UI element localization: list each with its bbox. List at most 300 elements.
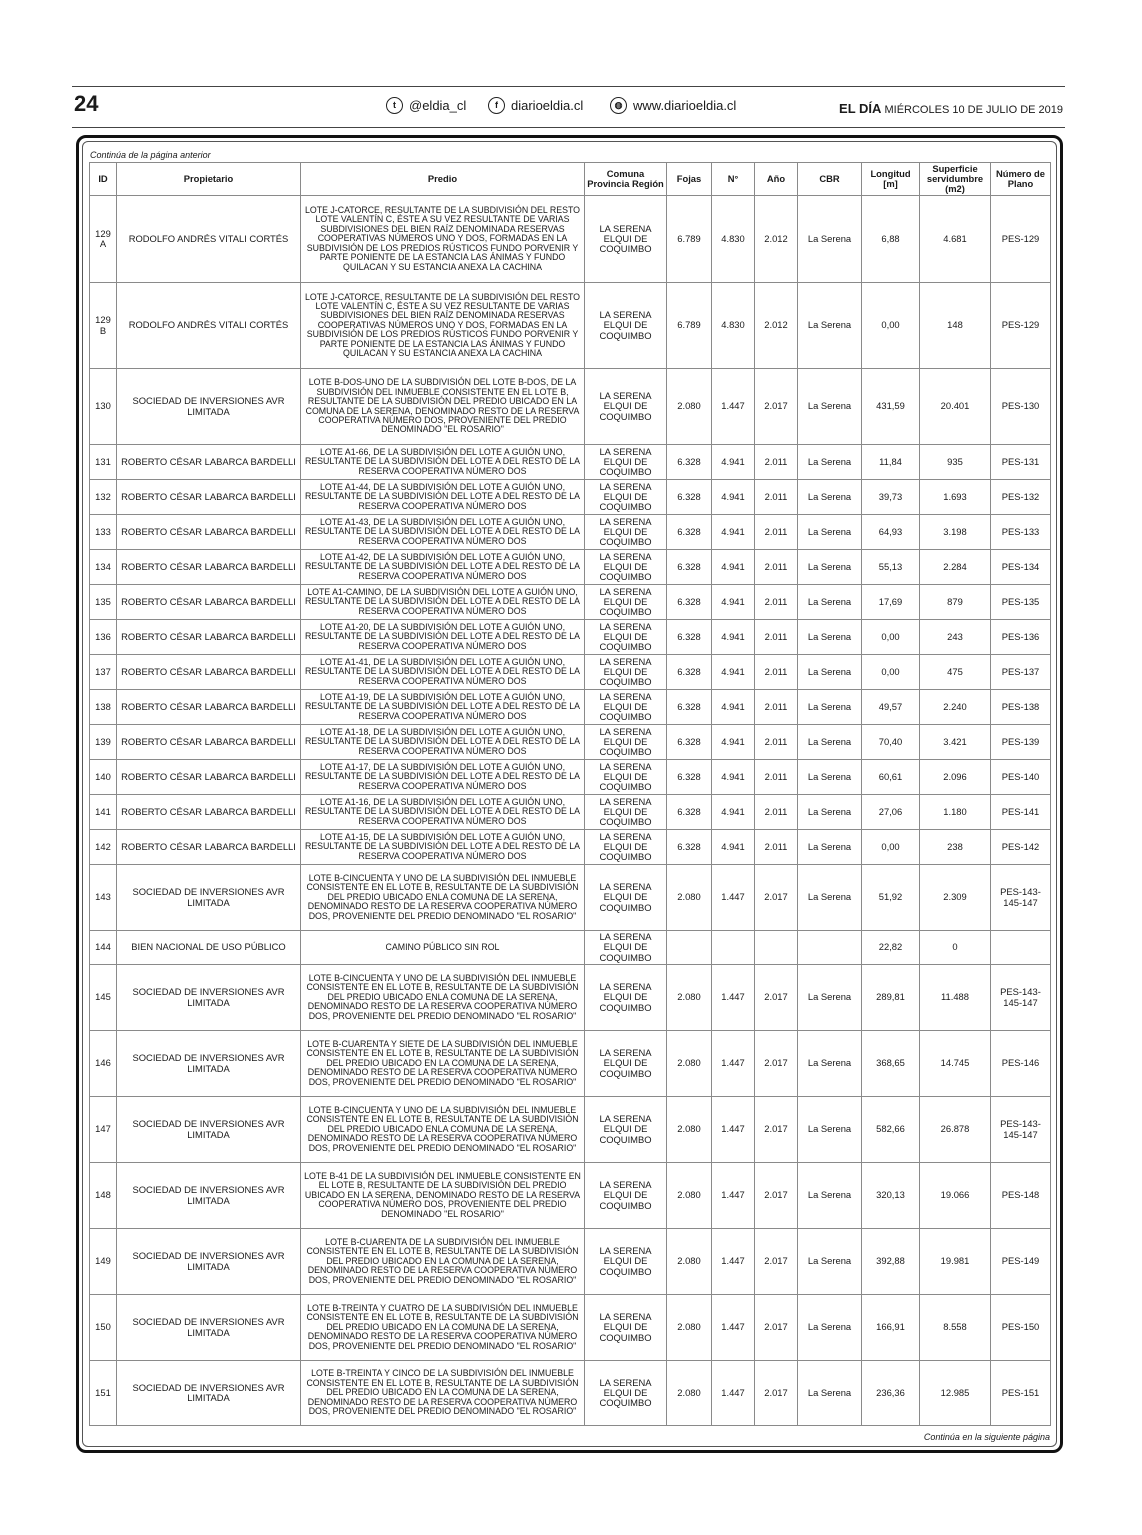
plan-number: PES-129	[991, 196, 1051, 283]
commune-region: LA SERENA ELQUI DE COQUIMBO	[585, 1097, 667, 1163]
row-id: 130	[90, 369, 117, 445]
fojas: 2.080	[667, 1097, 712, 1163]
length: 70,40	[862, 725, 920, 760]
year: 2.011	[755, 445, 798, 480]
easement-area: 8.558	[920, 1295, 991, 1361]
fojas: 6.328	[667, 585, 712, 620]
row-id: 140	[90, 760, 117, 795]
plan-number: PES-139	[991, 725, 1051, 760]
owner-name: ROBERTO CÉSAR LABARCA BARDELLI	[117, 585, 301, 620]
year: 2.011	[755, 620, 798, 655]
plan-number: PES-142	[991, 830, 1051, 865]
plan-number: PES-146	[991, 1031, 1051, 1097]
year: 2.011	[755, 760, 798, 795]
property-description: LOTE A1-16, DE LA SUBDIVISIÓN DEL LOTE A GUIÓN UNO, RESULTANTE DE LA SUBDIVISIÓN DEL LOTE A DEL RESTO DE LA RESERVA COOPERATIVA NÚMERO DOS	[301, 795, 585, 830]
fojas: 6.328	[667, 760, 712, 795]
table-row	[90, 965, 1051, 1031]
table-row	[90, 655, 1051, 690]
fojas: 6.328	[667, 690, 712, 725]
cbr: La Serena	[798, 1229, 862, 1295]
commune-region: LA SERENA ELQUI DE COQUIMBO	[585, 965, 667, 1031]
owner-name: ROBERTO CÉSAR LABARCA BARDELLI	[117, 830, 301, 865]
row-id: 148	[90, 1163, 117, 1229]
owner-name: SOCIEDAD DE INVERSIONES AVR LIMITADA	[117, 1097, 301, 1163]
row-id: 138	[90, 690, 117, 725]
cbr: La Serena	[798, 760, 862, 795]
column-header: Predio	[301, 163, 585, 196]
globe-icon: ◍	[610, 97, 627, 114]
table-row	[90, 515, 1051, 550]
length: 166,91	[862, 1295, 920, 1361]
inscription-number: 1.447	[712, 1229, 755, 1295]
row-id: 133	[90, 515, 117, 550]
easement-area: 879	[920, 585, 991, 620]
year: 2.011	[755, 725, 798, 760]
length: 0,00	[862, 655, 920, 690]
fojas: 6.328	[667, 515, 712, 550]
plan-number: PES-151	[991, 1361, 1051, 1426]
inscription-number: 4.941	[712, 795, 755, 830]
commune-region: LA SERENA ELQUI DE COQUIMBO	[585, 196, 667, 283]
table-row	[90, 795, 1051, 830]
inscription-number: 4.941	[712, 760, 755, 795]
plan-number: PES-130	[991, 369, 1051, 445]
continued-from-note: Continúa de la página anterior	[90, 150, 211, 160]
owner-name: ROBERTO CÉSAR LABARCA BARDELLI	[117, 515, 301, 550]
commune-region: LA SERENA ELQUI DE COQUIMBO	[585, 1229, 667, 1295]
row-id: 147	[90, 1097, 117, 1163]
inscription-number: 1.447	[712, 965, 755, 1031]
property-description: LOTE B-CUARENTA Y SIETE DE LA SUBDIVISIÓN DEL INMUEBLE CONSISTENTE EN EL LOTE B, RESULTANTE DE LA SUBDIVISIÓN DEL PREDIO UBICADO EN LA COMUNA DE LA SERENA, DENOMINADO RESTO DE LA RESERVA COOPERATIVA NÚMERO DOS, PROVENIENTE DEL PREDIO DENOMINADO "EL ROSARIO"	[301, 1031, 585, 1097]
table-row	[90, 931, 1051, 965]
owner-name: ROBERTO CÉSAR LABARCA BARDELLI	[117, 620, 301, 655]
website-link[interactable]	[610, 97, 736, 114]
row-id: 144	[90, 931, 117, 965]
table-header-row	[90, 163, 1051, 196]
plan-number: PES-131	[991, 445, 1051, 480]
length: 64,93	[862, 515, 920, 550]
owner-name: SOCIEDAD DE INVERSIONES AVR LIMITADA	[117, 1295, 301, 1361]
table-body	[90, 196, 1051, 1426]
property-description: CAMINO PÚBLICO SIN ROL	[301, 931, 585, 965]
column-header: Propietario	[117, 163, 301, 196]
inscription-number: 4.941	[712, 830, 755, 865]
commune-region: LA SERENA ELQUI DE COQUIMBO	[585, 690, 667, 725]
commune-region: LA SERENA ELQUI DE COQUIMBO	[585, 445, 667, 480]
easement-area: 1.693	[920, 480, 991, 515]
length: 39,73	[862, 480, 920, 515]
inscription-number: 4.941	[712, 725, 755, 760]
table-row	[90, 585, 1051, 620]
table-row	[90, 550, 1051, 585]
easement-area: 3.421	[920, 725, 991, 760]
table-row	[90, 620, 1051, 655]
easement-area: 2.309	[920, 865, 991, 931]
property-description: LOTE A1-66, DE LA SUBDIVISIÓN DEL LOTE A GUIÓN UNO, RESULTANTE DE LA SUBDIVISIÓN DEL LOTE A DEL RESTO DE LA RESERVA COOPERATIVA NÚMERO DOS	[301, 445, 585, 480]
plan-number: PES-148	[991, 1163, 1051, 1229]
commune-region: LA SERENA ELQUI DE COQUIMBO	[585, 795, 667, 830]
owner-name: ROBERTO CÉSAR LABARCA BARDELLI	[117, 725, 301, 760]
plan-number	[991, 931, 1051, 965]
fojas: 6.328	[667, 725, 712, 760]
facebook-handle: diarioeldia.cl	[511, 98, 584, 113]
fojas: 6.328	[667, 795, 712, 830]
property-description: LOTE B-CINCUENTA Y UNO DE LA SUBDIVISIÓN DEL INMUEBLE CONSISTENTE EN EL LOTE B, RESULTANTE DE LA SUBDIVISIÓN DEL PREDIO UBICADO ENLA COMUNA DE LA SERENA, DENOMINADO RESTO DE LA RESERVA COOPERATIVA NÚMERO DOS, PROVENIENTE DEL PREDIO DENOMINADO "EL ROSARIO"	[301, 865, 585, 931]
row-id: 129 A	[90, 196, 117, 283]
row-id: 145	[90, 965, 117, 1031]
inscription-number: 1.447	[712, 865, 755, 931]
cbr: La Serena	[798, 550, 862, 585]
table-row	[90, 1361, 1051, 1426]
row-id: 129 B	[90, 283, 117, 369]
fojas: 2.080	[667, 965, 712, 1031]
commune-region: LA SERENA ELQUI DE COQUIMBO	[585, 1031, 667, 1097]
column-header: Superficie servidumbre (m2)	[920, 163, 991, 196]
commune-region: LA SERENA ELQUI DE COQUIMBO	[585, 620, 667, 655]
easement-area: 2.096	[920, 760, 991, 795]
plan-number: PES-149	[991, 1229, 1051, 1295]
easement-area: 2.240	[920, 690, 991, 725]
owner-name: ROBERTO CÉSAR LABARCA BARDELLI	[117, 795, 301, 830]
plan-number: PES-143-145-147	[991, 865, 1051, 931]
column-header: N°	[712, 163, 755, 196]
year: 2.011	[755, 795, 798, 830]
easement-area: 19.981	[920, 1229, 991, 1295]
inscription-number: 4.941	[712, 515, 755, 550]
plan-number: PES-143-145-147	[991, 965, 1051, 1031]
easement-area: 20.401	[920, 369, 991, 445]
plan-number: PES-141	[991, 795, 1051, 830]
fojas: 6.789	[667, 196, 712, 283]
row-id: 136	[90, 620, 117, 655]
easement-area: 3.198	[920, 515, 991, 550]
fojas	[667, 931, 712, 965]
commune-region: LA SERENA ELQUI DE COQUIMBO	[585, 830, 667, 865]
paper-name: EL DÍA	[839, 101, 882, 116]
length: 0,00	[862, 620, 920, 655]
continues-on-note: Continúa en la siguiente página	[923, 1432, 1050, 1442]
property-description: LOTE A1-19, DE LA SUBDIVISIÓN DEL LOTE A GUIÓN UNO, RESULTANTE DE LA SUBDIVISIÓN DEL LOTE A DEL RESTO DE LA RESERVA COOPERATIVA NÚMERO DOS	[301, 690, 585, 725]
easement-area: 0	[920, 931, 991, 965]
cbr	[798, 931, 862, 965]
length: 368,65	[862, 1031, 920, 1097]
cbr: La Serena	[798, 585, 862, 620]
property-description: LOTE B-TREINTA Y CUATRO DE LA SUBDIVISIÓN DEL INMUEBLE CONSISTENTE EN EL LOTE B, RESULTANTE DE LA SUBDIVISIÓN DEL PREDIO UBICADO EN LA COMUNA DE LA SERENA, DENOMINADO RESTO DE LA RESERVA COOPERATIVA NÚMERO DOS, PROVENIENTE DEL PREDIO DENOMINADO "EL ROSARIO"	[301, 1295, 585, 1361]
inscription-number: 4.941	[712, 620, 755, 655]
cbr: La Serena	[798, 1163, 862, 1229]
owner-name: SOCIEDAD DE INVERSIONES AVR LIMITADA	[117, 1361, 301, 1426]
fojas: 6.328	[667, 550, 712, 585]
table-row	[90, 480, 1051, 515]
row-id: 149	[90, 1229, 117, 1295]
year: 2.017	[755, 369, 798, 445]
commune-region: LA SERENA ELQUI DE COQUIMBO	[585, 760, 667, 795]
column-header: ID	[90, 163, 117, 196]
page-header	[72, 86, 1065, 128]
cbr: La Serena	[798, 480, 862, 515]
row-id: 151	[90, 1361, 117, 1426]
length: 6,88	[862, 196, 920, 283]
column-header: Fojas	[667, 163, 712, 196]
cbr: La Serena	[798, 1097, 862, 1163]
cbr: La Serena	[798, 965, 862, 1031]
facebook-icon: f	[488, 97, 505, 114]
property-description: LOTE A1-20, DE LA SUBDIVISIÓN DEL LOTE A GUIÓN UNO, RESULTANTE DE LA SUBDIVISIÓN DEL LOTE A DEL RESTO DE LA RESERVA COOPERATIVA NÚMERO DOS	[301, 620, 585, 655]
property-description: LOTE B-CINCUENTA Y UNO DE LA SUBDIVISIÓN DEL INMUEBLE CONSISTENTE EN EL LOTE B, RESULTANTE DE LA SUBDIVISIÓN DEL PREDIO UBICADO ENLA COMUNA DE LA SERENA, DENOMINADO RESTO DE LA RESERVA COOPERATIVA NÚMERO DOS, PROVENIENTE DEL PREDIO DENOMINADO "EL ROSARIO"	[301, 1097, 585, 1163]
fojas: 2.080	[667, 1295, 712, 1361]
year: 2.017	[755, 1031, 798, 1097]
property-description: LOTE A1-CAMINO, DE LA SUBDIVISIÓN DEL LOTE A GUIÓN UNO, RESULTANTE DE LA SUBDIVISIÓN DEL LOTE A DEL RESTO DE LA RESERVA COOPERATIVA NÚMERO DOS	[301, 585, 585, 620]
plan-number: PES-133	[991, 515, 1051, 550]
website-url: www.diarioeldia.cl	[633, 98, 737, 113]
length: 582,66	[862, 1097, 920, 1163]
length: 51,92	[862, 865, 920, 931]
plan-number: PES-138	[991, 690, 1051, 725]
row-id: 135	[90, 585, 117, 620]
property-description: LOTE A1-15, DE LA SUBDIVISIÓN DEL LOTE A GUIÓN UNO, RESULTANTE DE LA SUBDIVISIÓN DEL LOTE A DEL RESTO DE LA RESERVA COOPERATIVA NÚMERO DOS	[301, 830, 585, 865]
commune-region: LA SERENA ELQUI DE COQUIMBO	[585, 1361, 667, 1426]
cbr: La Serena	[798, 445, 862, 480]
cbr: La Serena	[798, 865, 862, 931]
year: 2.011	[755, 655, 798, 690]
facebook-link[interactable]	[488, 97, 583, 114]
owner-name: RODOLFO ANDRÉS VITALI CORTÉS	[117, 196, 301, 283]
table-row	[90, 196, 1051, 283]
property-description: LOTE A1-41, DE LA SUBDIVISIÓN DEL LOTE A GUIÓN UNO, RESULTANTE DE LA SUBDIVISIÓN DEL LOTE A DEL RESTO DE LA RESERVA COOPERATIVA NÚMERO DOS	[301, 655, 585, 690]
property-description: LOTE B-CINCUENTA Y UNO DE LA SUBDIVISIÓN DEL INMUEBLE CONSISTENTE EN EL LOTE B, RESULTANTE DE LA SUBDIVISIÓN DEL PREDIO UBICADO ENLA COMUNA DE LA SERENA, DENOMINADO RESTO DE LA RESERVA COOPERATIVA NÚMERO DOS, PROVENIENTE DEL PREDIO DENOMINADO "EL ROSARIO"	[301, 965, 585, 1031]
inscription-number: 4.830	[712, 283, 755, 369]
property-description: LOTE B-DOS-UNO DE LA SUBDIVISIÓN DEL LOTE B-DOS, DE LA SUBDIVISIÓN DEL INMUEBLE CONSISTENTE EN EL LOTE B, RESULTANTE DE LA SUBDIVISIÓN DEL PREDIO UBICADO EN LA COMUNA DE LA SERENA, DENOMINADO RESTO DE LA RESERVA COOPERATIVA NÚMERO DOS, PROVENIENTE DEL PREDIO DENOMINADO "EL ROSARIO"	[301, 369, 585, 445]
plan-number: PES-134	[991, 550, 1051, 585]
property-description: LOTE B-41 DE LA SUBDIVISIÓN DEL INMUEBLE CONSISTENTE EN EL LOTE B, RESULTANTE DE LA SUBDIVISIÓN DEL PREDIO UBICADO EN LA SERENA, DENOMINADO RESTO DE LA RESERVA COOPERATIVA NÚMERO DOS, PROVENIENTE DEL PREDIO DENOMINADO "EL ROSARIO"	[301, 1163, 585, 1229]
table-row	[90, 690, 1051, 725]
year: 2.012	[755, 196, 798, 283]
column-header: Comuna Provincia Región	[585, 163, 667, 196]
inscription-number: 4.941	[712, 550, 755, 585]
row-id: 137	[90, 655, 117, 690]
table-row	[90, 1097, 1051, 1163]
column-header: Longitud [m]	[862, 163, 920, 196]
row-id: 131	[90, 445, 117, 480]
plan-number: PES-136	[991, 620, 1051, 655]
length: 236,36	[862, 1361, 920, 1426]
property-description: LOTE A1-18, DE LA SUBDIVISIÓN DEL LOTE A GUIÓN UNO, RESULTANTE DE LA SUBDIVISIÓN DEL LOTE A DEL RESTO DE LA RESERVA COOPERATIVA NÚMERO DOS	[301, 725, 585, 760]
commune-region: LA SERENA ELQUI DE COQUIMBO	[585, 550, 667, 585]
owner-name: ROBERTO CÉSAR LABARCA BARDELLI	[117, 690, 301, 725]
easement-area: 19.066	[920, 1163, 991, 1229]
inscription-number: 1.447	[712, 1097, 755, 1163]
length: 0,00	[862, 283, 920, 369]
length: 0,00	[862, 830, 920, 865]
fojas: 6.328	[667, 480, 712, 515]
property-description: LOTE A1-43, DE LA SUBDIVISIÓN DEL LOTE A GUIÓN UNO, RESULTANTE DE LA SUBDIVISIÓN DEL LOTE A DEL RESTO DE LA RESERVA COOPERATIVA NÚMERO DOS	[301, 515, 585, 550]
easement-area: 148	[920, 283, 991, 369]
fojas: 6.328	[667, 830, 712, 865]
year: 2.011	[755, 480, 798, 515]
owner-name: ROBERTO CÉSAR LABARCA BARDELLI	[117, 480, 301, 515]
page-number: 24	[74, 91, 99, 116]
table-row	[90, 830, 1051, 865]
owner-name: SOCIEDAD DE INVERSIONES AVR LIMITADA	[117, 965, 301, 1031]
fojas: 6.789	[667, 283, 712, 369]
length: 49,57	[862, 690, 920, 725]
table-row	[90, 445, 1051, 480]
inscription-number: 1.447	[712, 1031, 755, 1097]
table-row	[90, 283, 1051, 369]
property-description: LOTE A1-44, DE LA SUBDIVISIÓN DEL LOTE A GUIÓN UNO, RESULTANTE DE LA SUBDIVISIÓN DEL LOTE A DEL RESTO DE LA RESERVA COOPERATIVA NÚMERO DOS	[301, 480, 585, 515]
table-row	[90, 865, 1051, 931]
owner-name: SOCIEDAD DE INVERSIONES AVR LIMITADA	[117, 369, 301, 445]
row-id: 142	[90, 830, 117, 865]
property-description: LOTE A1-17, DE LA SUBDIVISIÓN DEL LOTE A GUIÓN UNO, RESULTANTE DE LA SUBDIVISIÓN DEL LOTE A DEL RESTO DE LA RESERVA COOPERATIVA NÚMERO DOS	[301, 760, 585, 795]
length: 392,88	[862, 1229, 920, 1295]
commune-region: LA SERENA ELQUI DE COQUIMBO	[585, 725, 667, 760]
commune-region: LA SERENA ELQUI DE COQUIMBO	[585, 1163, 667, 1229]
length: 431,59	[862, 369, 920, 445]
cbr: La Serena	[798, 196, 862, 283]
row-id: 143	[90, 865, 117, 931]
commune-region: LA SERENA ELQUI DE COQUIMBO	[585, 480, 667, 515]
inscription-number: 4.941	[712, 480, 755, 515]
length: 11,84	[862, 445, 920, 480]
easement-area: 14.745	[920, 1031, 991, 1097]
fojas: 2.080	[667, 1031, 712, 1097]
inscription-number: 1.447	[712, 1295, 755, 1361]
cbr: La Serena	[798, 690, 862, 725]
length: 27,06	[862, 795, 920, 830]
row-id: 132	[90, 480, 117, 515]
year: 2.011	[755, 830, 798, 865]
fojas: 6.328	[667, 620, 712, 655]
paper-masthead	[839, 101, 1063, 116]
easement-table	[89, 162, 1051, 1426]
owner-name: BIEN NACIONAL DE USO PÚBLICO	[117, 931, 301, 965]
year: 2.017	[755, 1295, 798, 1361]
table-row	[90, 760, 1051, 795]
length: 17,69	[862, 585, 920, 620]
property-description: LOTE B-CUARENTA DE LA SUBDIVISIÓN DEL INMUEBLE CONSISTENTE EN EL LOTE B, RESULTANTE DE LA SUBDIVISIÓN DEL PREDIO UBICADO EN LA COMUNA DE LA SERENA, DENOMINADO RESTO DE LA RESERVA COOPERATIVA NÚMERO DOS, PROVENIENTE DEL PREDIO DENOMINADO "EL ROSARIO"	[301, 1229, 585, 1295]
inscription-number: 1.447	[712, 1361, 755, 1426]
inscription-number	[712, 931, 755, 965]
twitter-handle: @eldia_cl	[409, 98, 467, 113]
length: 55,13	[862, 550, 920, 585]
commune-region: LA SERENA ELQUI DE COQUIMBO	[585, 865, 667, 931]
easement-area: 475	[920, 655, 991, 690]
row-id: 139	[90, 725, 117, 760]
cbr: La Serena	[798, 795, 862, 830]
owner-name: RODOLFO ANDRÉS VITALI CORTÉS	[117, 283, 301, 369]
owner-name: ROBERTO CÉSAR LABARCA BARDELLI	[117, 655, 301, 690]
property-description: LOTE J-CATORCE, RESULTANTE DE LA SUBDIVISIÓN DEL RESTO LOTE VALENTÍN C, ÉSTE A SU VEZ RESULTANTE DE VARIAS SUBDIVISIONES DEL BIEN RAÍZ DENOMINADA RESERVAS COOPERATIVAS NÚMEROS UNO Y DOS, FORMADAS EN LA SUBDIVISIÓN DE LOS PREDIOS RÚSTICOS FUNDO PORVENIR Y PARTE PONIENTE DE LA ESTANCIA LAS ÁNIMAS Y FUNDO QUILACAN Y SU ESTANCIA ANEXA LA CACHINA	[301, 196, 585, 283]
easement-area: 26.878	[920, 1097, 991, 1163]
inscription-number: 4.941	[712, 445, 755, 480]
length: 289,81	[862, 965, 920, 1031]
inscription-number: 4.941	[712, 585, 755, 620]
column-header: Año	[755, 163, 798, 196]
fojas: 2.080	[667, 1229, 712, 1295]
year: 2.011	[755, 550, 798, 585]
owner-name: ROBERTO CÉSAR LABARCA BARDELLI	[117, 445, 301, 480]
commune-region: LA SERENA ELQUI DE COQUIMBO	[585, 655, 667, 690]
cbr: La Serena	[798, 830, 862, 865]
year: 2.017	[755, 1361, 798, 1426]
inscription-number: 4.830	[712, 196, 755, 283]
year: 2.011	[755, 515, 798, 550]
owner-name: SOCIEDAD DE INVERSIONES AVR LIMITADA	[117, 865, 301, 931]
year: 2.017	[755, 1229, 798, 1295]
plan-number: PES-132	[991, 480, 1051, 515]
column-header: Número de Plano	[991, 163, 1051, 196]
commune-region: LA SERENA ELQUI DE COQUIMBO	[585, 515, 667, 550]
inscription-number: 4.941	[712, 690, 755, 725]
cbr: La Serena	[798, 1031, 862, 1097]
year: 2.017	[755, 865, 798, 931]
easement-area: 238	[920, 830, 991, 865]
twitter-link[interactable]	[386, 97, 466, 114]
commune-region: LA SERENA ELQUI DE COQUIMBO	[585, 283, 667, 369]
cbr: La Serena	[798, 369, 862, 445]
easement-area: 2.284	[920, 550, 991, 585]
owner-name: SOCIEDAD DE INVERSIONES AVR LIMITADA	[117, 1031, 301, 1097]
fojas: 6.328	[667, 655, 712, 690]
easement-area: 4.681	[920, 196, 991, 283]
property-description: LOTE A1-42, DE LA SUBDIVISIÓN DEL LOTE A GUIÓN UNO, RESULTANTE DE LA SUBDIVISIÓN DEL LOTE A DEL RESTO DE LA RESERVA COOPERATIVA NÚMERO DOS	[301, 550, 585, 585]
table-row	[90, 1229, 1051, 1295]
cbr: La Serena	[798, 655, 862, 690]
plan-number: PES-137	[991, 655, 1051, 690]
twitter-icon: t	[386, 97, 403, 114]
easement-area: 243	[920, 620, 991, 655]
property-description: LOTE J-CATORCE, RESULTANTE DE LA SUBDIVISIÓN DEL RESTO LOTE VALENTÍN C, ÉSTE A SU VEZ RESULTANTE DE VARIAS SUBDIVISIONES DEL BIEN RAÍZ DENOMINADA RESERVAS COOPERATIVAS NÚMEROS UNO Y DOS, FORMADAS EN LA SUBDIVISIÓN DE LOS PREDIOS RÚSTICOS FUNDO PORVENIR Y PARTE PONIENTE DE LA ESTANCIA LAS ÁNIMAS Y FUNDO QUILACAN Y SU ESTANCIA ANEXA LA CACHINA	[301, 283, 585, 369]
fojas: 6.328	[667, 445, 712, 480]
cbr: La Serena	[798, 1295, 862, 1361]
owner-name: SOCIEDAD DE INVERSIONES AVR LIMITADA	[117, 1229, 301, 1295]
table-row	[90, 1295, 1051, 1361]
column-header: CBR	[798, 163, 862, 196]
table-row	[90, 1163, 1051, 1229]
commune-region: LA SERENA ELQUI DE COQUIMBO	[585, 369, 667, 445]
fojas: 2.080	[667, 1163, 712, 1229]
owner-name: ROBERTO CÉSAR LABARCA BARDELLI	[117, 760, 301, 795]
easement-area: 12.985	[920, 1361, 991, 1426]
commune-region: LA SERENA ELQUI DE COQUIMBO	[585, 585, 667, 620]
table-row	[90, 369, 1051, 445]
cbr: La Serena	[798, 725, 862, 760]
easement-area: 1.180	[920, 795, 991, 830]
plan-number: PES-135	[991, 585, 1051, 620]
property-description: LOTE B-TREINTA Y CINCO DE LA SUBDIVISIÓN DEL INMUEBLE CONSISTENTE EN EL LOTE B, RESULTANTE DE LA SUBDIVISIÓN DEL PREDIO UBICADO EN LA COMUNA DE LA SERENA, DENOMINADO RESTO DE LA RESERVA COOPERATIVA NÚMERO DOS, PROVENIENTE DEL PREDIO DENOMINADO "EL ROSARIO"	[301, 1361, 585, 1426]
length: 320,13	[862, 1163, 920, 1229]
year: 2.017	[755, 965, 798, 1031]
plan-number: PES-150	[991, 1295, 1051, 1361]
inscription-number: 1.447	[712, 369, 755, 445]
table-row	[90, 725, 1051, 760]
row-id: 134	[90, 550, 117, 585]
fojas: 2.080	[667, 865, 712, 931]
owner-name: ROBERTO CÉSAR LABARCA BARDELLI	[117, 550, 301, 585]
cbr: La Serena	[798, 283, 862, 369]
row-id: 150	[90, 1295, 117, 1361]
commune-region: LA SERENA ELQUI DE COQUIMBO	[585, 931, 667, 965]
cbr: La Serena	[798, 515, 862, 550]
owner-name: SOCIEDAD DE INVERSIONES AVR LIMITADA	[117, 1163, 301, 1229]
easement-area: 935	[920, 445, 991, 480]
inscription-number: 1.447	[712, 1163, 755, 1229]
cbr: La Serena	[798, 620, 862, 655]
plan-number: PES-143-145-147	[991, 1097, 1051, 1163]
year: 2.011	[755, 690, 798, 725]
row-id: 146	[90, 1031, 117, 1097]
